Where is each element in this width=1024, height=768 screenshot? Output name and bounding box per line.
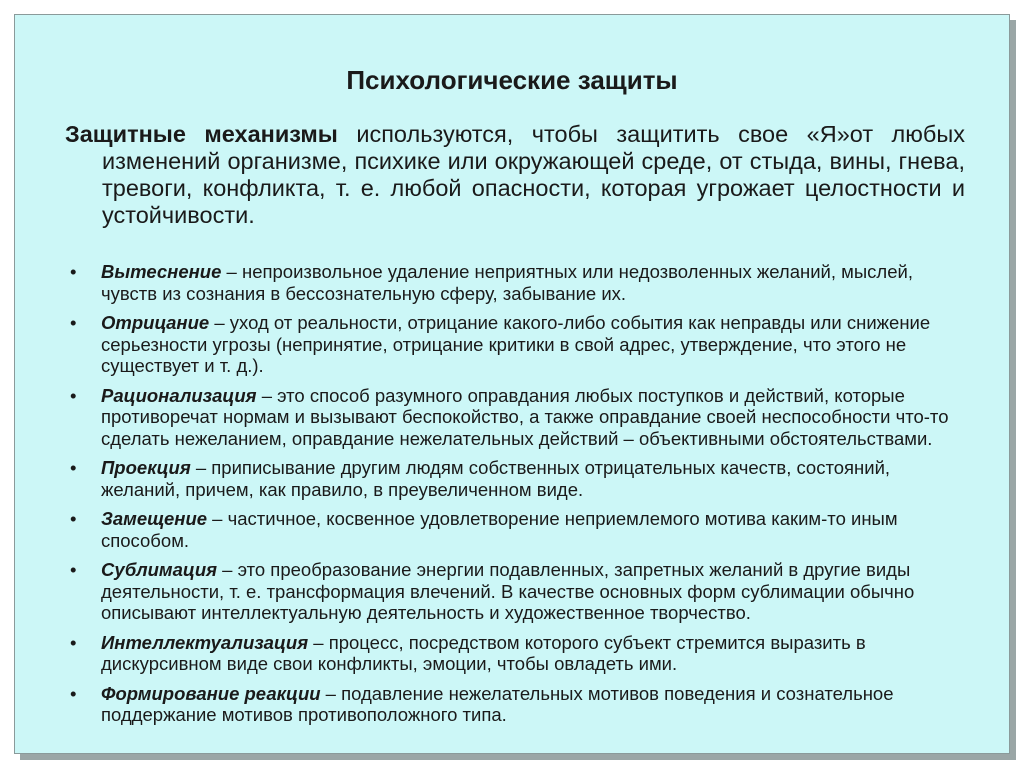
item-text: – подавление нежелательных мотивов поведения и сознательное поддержание мотивов противоположного типа. bbox=[101, 682, 894, 725]
item-text: – частичное, косвенное удовлетворение неприемлемого мотива каким-то иным способом. bbox=[101, 508, 898, 551]
item-text: – это преобразование энергии подавленных, запретных желаний в другие виды деятельности, т. е. трансформация влечений. В качестве основных форм сублимации обычно описывают интеллектуальную деятельность и художественное творчество. bbox=[101, 559, 915, 623]
bullet-icon: • bbox=[70, 682, 77, 704]
intro-term: Защитные механизмы bbox=[65, 121, 338, 147]
bullet-icon: • bbox=[70, 631, 77, 653]
item-text: – уход от реальности, отрицание какого-либо события как неправды или снижение серьезности угрозы (непринятие, отрицание критики в свой адрес, утверждение, что этого не существует и т. д.). bbox=[101, 312, 931, 376]
item-term: Замещение bbox=[101, 508, 208, 529]
bullet-icon: • bbox=[70, 384, 77, 406]
bullet-icon: • bbox=[70, 312, 77, 333]
list-item-projection bbox=[70, 457, 965, 500]
bullet-icon: • bbox=[70, 261, 77, 282]
bullet-icon: • bbox=[70, 559, 77, 580]
slide bbox=[14, 14, 1010, 754]
item-term: Сублимация bbox=[101, 559, 218, 580]
list-item-intellectualization bbox=[70, 632, 965, 675]
list-item-sublimation bbox=[70, 559, 965, 624]
item-text: – процесс, посредством которого субъект стремится выразить в дискурсивном виде свои конфликты, эмоции, чтобы овладеть ими. bbox=[101, 631, 866, 674]
list-item-displacement bbox=[70, 508, 965, 551]
item-text: – это способ разумного оправдания любых поступков и действий, которые противоречат нормам и вызывают беспокойство, а также оправдание своей неспособности что-то сделать нежеланием, оправдание нежелательных действий – объективными обстоятельствами. bbox=[101, 384, 949, 449]
item-term: Вытеснение bbox=[101, 261, 222, 282]
defense-mechanisms-list bbox=[70, 261, 965, 734]
item-term: Интеллектуализация bbox=[101, 631, 309, 653]
intro-text: используются, чтобы защитить свое «Я»от любых изменений организме, психике или окружающей среде, от стыда, вины, гнева, тревоги, конфликта, т. е. любой опасности, которая угрожает целостности и устойчивости. bbox=[102, 121, 965, 228]
list-item-denial bbox=[70, 312, 965, 377]
intro-paragraph bbox=[65, 121, 965, 229]
item-term: Отрицание bbox=[101, 312, 210, 333]
item-text: – непроизвольное удаление неприятных или недозволенных желаний, мыслей, чувств из сознания в бессознательную сферу, забывание их. bbox=[101, 261, 913, 304]
list-item-rationalization bbox=[70, 385, 965, 450]
list-item-repression bbox=[70, 261, 965, 304]
bullet-icon: • bbox=[70, 508, 77, 529]
item-term: Рационализация bbox=[101, 384, 257, 406]
bullet-icon: • bbox=[70, 457, 77, 478]
slide-title: Психологические защиты bbox=[346, 65, 678, 95]
item-term: Формирование реакции bbox=[101, 682, 321, 704]
list-item-reaction-formation bbox=[70, 683, 965, 726]
item-text: – приписывание другим людям собственных отрицательных качеств, состояний, желаний, причем, как правило, в преувеличенном виде. bbox=[101, 457, 891, 500]
item-term: Проекция bbox=[101, 457, 191, 478]
